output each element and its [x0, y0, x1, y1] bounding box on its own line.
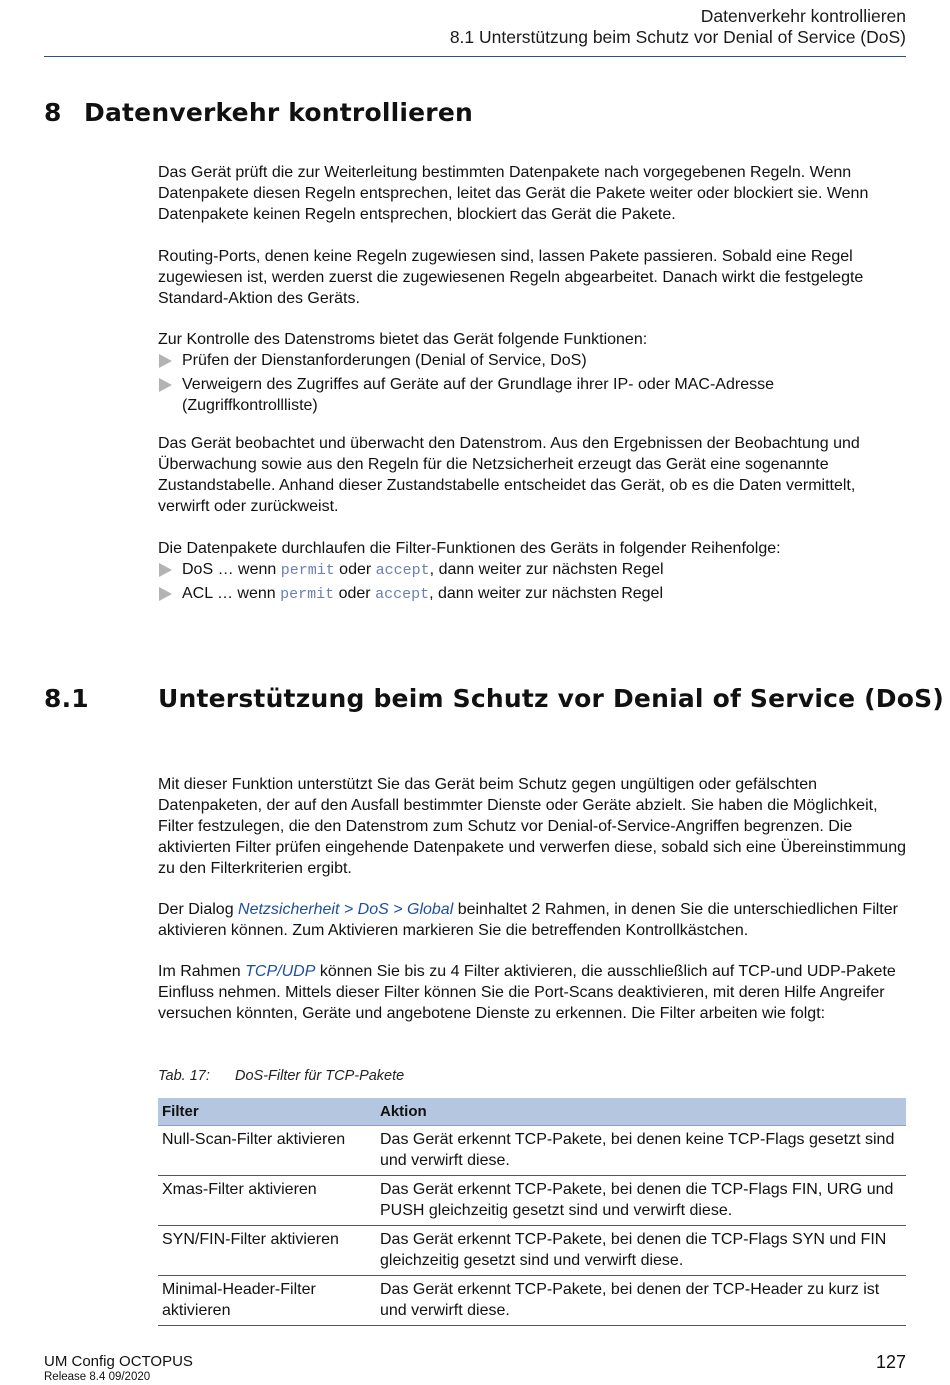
section-p1-text: Mit dieser Funktion unterstützt Sie das Gerät beim Schutz gegen ungültigen oder gefälschten Datenpaketen, der auf den Ausfall bestimmter Dienste oder Geräte abzielt. Sie haben die Möglichkeit, Filter festzulegen, die den Datenstrom zum Schutz vor Denial-of-Service-Angriffen begrenzen. Die aktivierten Filter prüfen eingehende Datenpakete und verwerfen diese, sobald sich eine Übereinstimmung zu den Filterkriterien ergibt.: [158, 776, 906, 877]
table-row: [158, 1226, 906, 1276]
column-header-filter: Filter: [158, 1098, 376, 1126]
filter-cell: Null-Scan-Filter aktivieren: [158, 1126, 376, 1176]
intro-paragraph-4: [158, 433, 908, 517]
list-item: [158, 559, 908, 583]
list-item-text: Verweigern des Zugriffes auf Geräte auf der Grundlage ihrer IP- oder MAC-Adresse (Zugriffkontrollliste): [182, 376, 774, 414]
intro-p1-text: Das Gerät prüft die zur Weiterleitung bestimmten Datenpakete nach vorgegebenen Regeln. Wenn Datenpakete diesen Regeln entsprechen, leitet das Gerät die Pakete weiter oder blockiert sie. Wenn Datenpakete keinen Regeln entsprechen, blockiert das Gerät die Pakete.: [158, 164, 869, 223]
section-number: 8.1: [44, 684, 89, 713]
footer-doc-info: [44, 1353, 193, 1384]
table-row: [158, 1176, 906, 1226]
frame-name-link[interactable]: TCP/UDP: [245, 963, 316, 980]
bullet-triangle-icon: [158, 350, 182, 374]
list-item: [158, 374, 908, 416]
chapter-number: 8: [44, 98, 62, 127]
keyword-permit: permit: [280, 562, 335, 579]
running-header-chapter: Datenverkehr kontrollieren: [700, 6, 906, 26]
dialog-path-link[interactable]: Netzsicherheit > DoS > Global: [238, 901, 454, 918]
intro-paragraph-5: [158, 538, 908, 607]
list-item-text: Prüfen der Dienstanforderungen (Denial of Service, DoS): [182, 352, 587, 369]
table-caption: [158, 1068, 404, 1084]
action-cell: Das Gerät erkennt TCP-Pakete, bei denen die TCP-Flags FIN, URG und PUSH gleichzeitig gesetzt sind und verwirft diese.: [376, 1176, 906, 1226]
header-rule: [44, 56, 906, 57]
list-item: [158, 350, 908, 374]
section-paragraph-1: [158, 774, 908, 879]
intro-p4-text: Das Gerät beobachtet und überwacht den Datenstrom. Aus den Ergebnissen der Beobachtung und Überwachung sowie aus den Regeln für die Netzsicherheit erzeugt das Gerät eine sogenannte Zustandstabelle. Anhand dieser Zustandstabelle entscheidet das Gerät, ob es die Daten vermittelt, verwirft oder zurückweist.: [158, 435, 860, 515]
intro-paragraph-1: [158, 162, 908, 225]
table-row: [158, 1126, 906, 1176]
order-lead: Die Datenpakete durchlaufen die Filter-Funktionen des Geräts in folgender Reihenfolge:: [158, 540, 781, 557]
table-caption-text: DoS-Filter für TCP-Pakete: [235, 1068, 405, 1084]
bullet-triangle-icon: [158, 374, 182, 398]
footer-doc-title: UM Config OCTOPUS: [44, 1353, 193, 1370]
list-item-text: DoS … wenn permit oder accept, dann weiter zur nächsten Regel: [182, 561, 664, 579]
keyword-permit: permit: [280, 586, 335, 603]
dos-filter-table: [158, 1098, 906, 1326]
keyword-accept: accept: [375, 562, 430, 579]
list-item-text: ACL … wenn permit oder accept, dann weiter zur nächsten Regel: [182, 585, 663, 603]
running-header: [450, 6, 906, 48]
table-number: Tab. 17:: [158, 1068, 210, 1084]
section-paragraph-3: [158, 961, 908, 1024]
intro-paragraph-2: [158, 246, 908, 309]
intro-p2-text: Routing-Ports, denen keine Regeln zugewiesen sind, lassen Pakete passieren. Sobald eine Regel zugewiesen ist, werden zuerst die zugewiesenen Regeln abgearbeitet. Danach wirkt die festgelegte Standard-Aktion des Geräts.: [158, 248, 864, 307]
list-item: [158, 583, 908, 607]
chapter-heading: [44, 98, 473, 127]
action-cell: Das Gerät erkennt TCP-Pakete, bei denen die TCP-Flags SYN und FIN gleichzeitig gesetzt sind und verwirft diese.: [376, 1226, 906, 1276]
intro-paragraph-3: [158, 329, 908, 416]
running-header-section: 8.1 Unterstützung beim Schutz vor Denial of Service (DoS): [449, 27, 906, 47]
chapter-title: Datenverkehr kontrollieren: [84, 98, 473, 127]
filter-cell: Xmas-Filter aktivieren: [158, 1176, 376, 1226]
table-row: [158, 1276, 906, 1326]
functions-lead: Zur Kontrolle des Datenstroms bietet das Gerät folgende Funktionen:: [158, 331, 648, 348]
footer-release: Release 8.4 09/2020: [44, 1371, 151, 1383]
filter-cell: SYN/FIN-Filter aktivieren: [158, 1226, 376, 1276]
column-header-action: Aktion: [376, 1098, 906, 1126]
table-header-row: [158, 1098, 906, 1126]
bullet-triangle-icon: [158, 583, 182, 607]
filter-cell: Minimal-Header-Filter aktivieren: [158, 1276, 376, 1326]
page-number: 127: [875, 1352, 906, 1372]
section-title: Unterstützung beim Schutz vor Denial of Service (DoS): [158, 684, 944, 713]
bullet-triangle-icon: [158, 559, 182, 583]
action-cell: Das Gerät erkennt TCP-Pakete, bei denen der TCP-Header zu kurz ist und verwirft diese.: [376, 1276, 906, 1326]
section-p2-text: Der Dialog Netzsicherheit > DoS > Global beinhaltet 2 Rahmen, in denen Sie die unterschiedlichen Filter aktivieren können. Zum Aktivieren markieren Sie die betreffenden Kontrollkästchen.: [158, 901, 898, 939]
section-p3-text: Im Rahmen TCP/UDP können Sie bis zu 4 Filter aktivieren, die ausschließlich auf TCP-und UDP-Pakete Einfluss nehmen. Mittels dieser Filter können Sie die Port-Scans deaktivieren, mit deren Hilfe Angreifer versuchen könnten, Geräte und angebotene Dienste zu erkennen. Die Filter arbeiten wie folgt:: [158, 963, 896, 1022]
section-paragraph-2: [158, 899, 908, 941]
keyword-accept: accept: [375, 586, 430, 603]
section-heading: [44, 684, 944, 713]
action-cell: Das Gerät erkennt TCP-Pakete, bei denen keine TCP-Flags gesetzt sind und verwirft diese.: [376, 1126, 906, 1176]
